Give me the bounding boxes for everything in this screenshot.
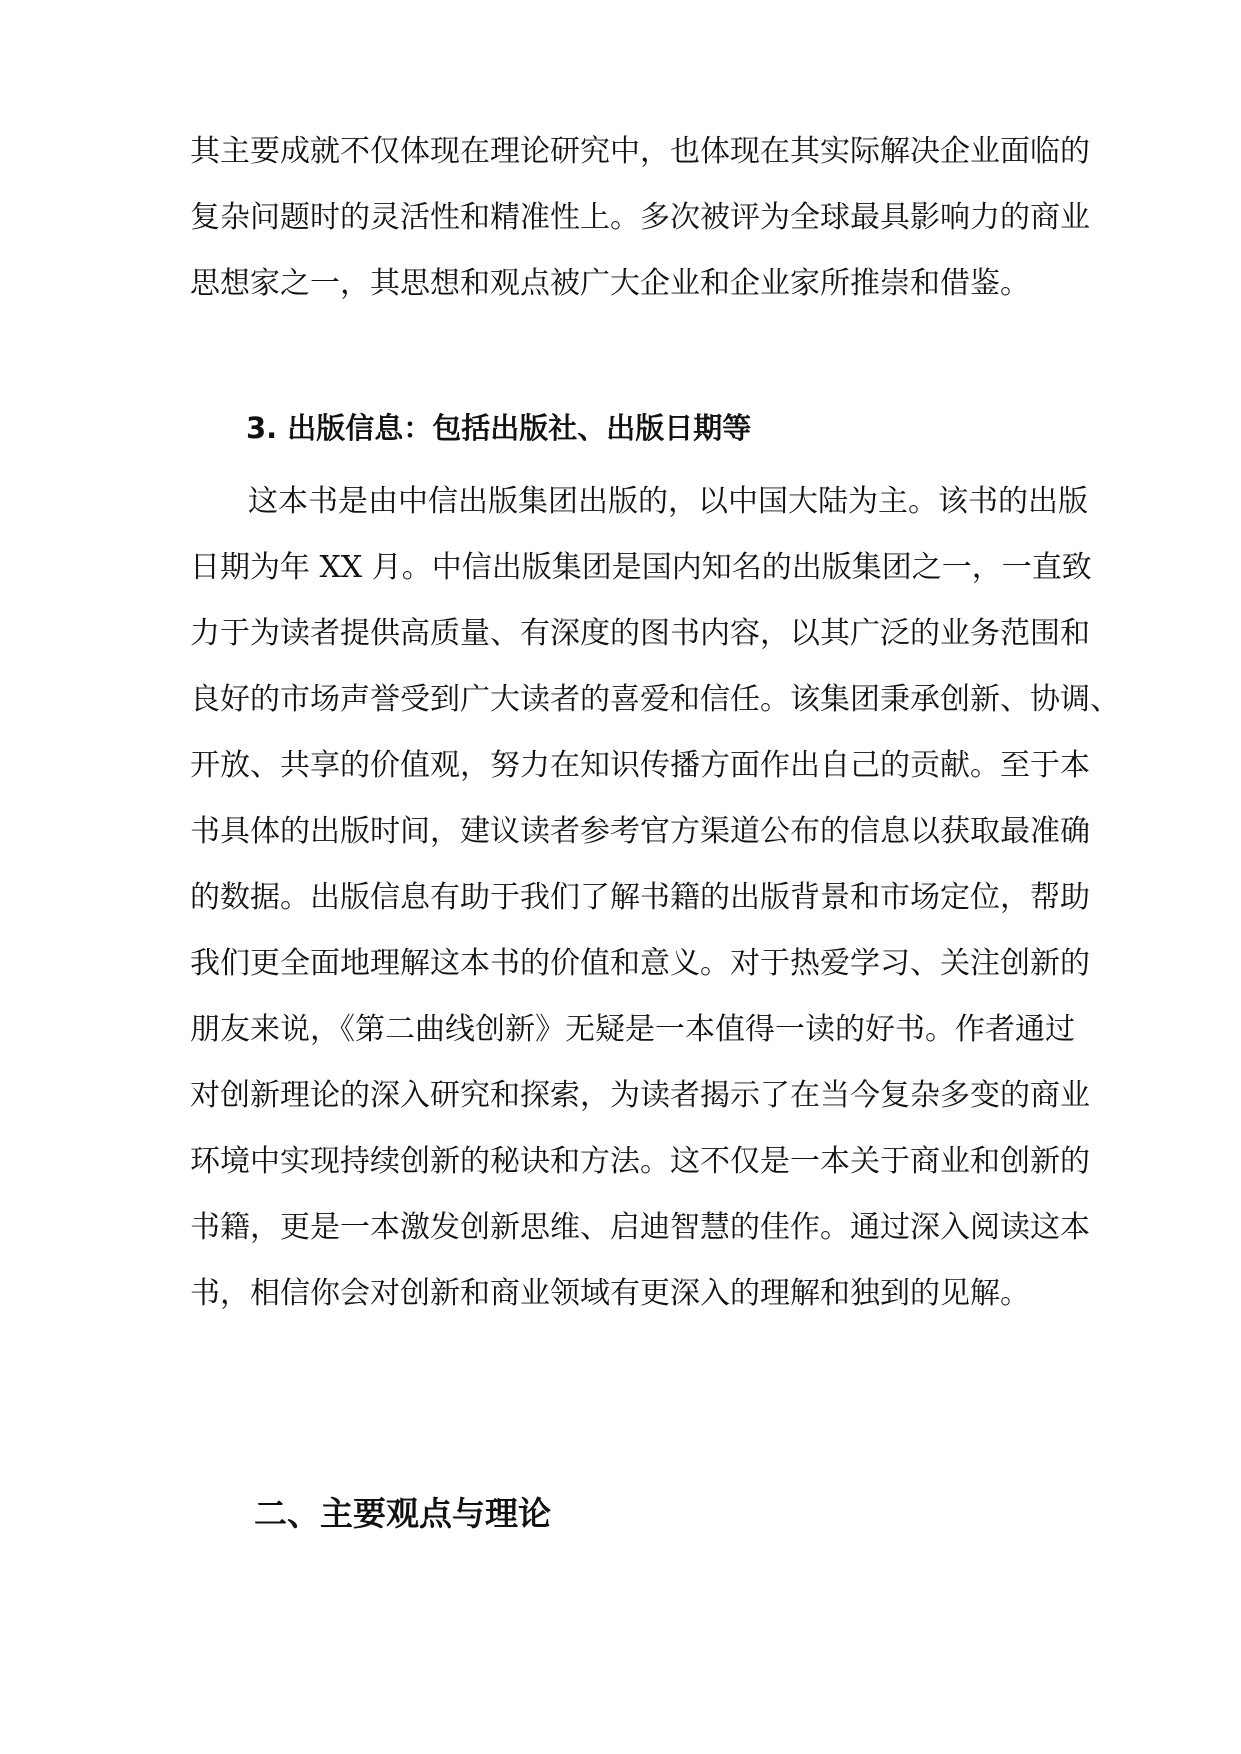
subheading-publication-info: 3. 出版信息：包括出版社、出版日期等	[246, 411, 752, 445]
paragraph-line: 环境中实现持续创新的秘诀和方法。这不仅是一本关于商业和创新的	[190, 1144, 1090, 1179]
paragraph-line: 书，相信你会对创新和商业领域有更深入的理解和独到的见解。	[190, 1276, 1030, 1311]
paragraph-line: 书具体的出版时间，建议读者参考官方渠道公布的信息以获取最准确	[190, 814, 1090, 849]
paragraph-line: 其主要成就不仅体现在理论研究中，也体现在其实际解决企业面临的	[190, 134, 1090, 169]
paragraph-line: 开放、共享的价值观，努力在知识传播方面作出自己的贡献。至于本	[190, 748, 1090, 783]
paragraph-line: 对创新理论的深入研究和探索，为读者揭示了在当今复杂多变的商业	[190, 1078, 1090, 1113]
paragraph-line: 力于为读者提供高质量、有深度的图书内容，以其广泛的业务范围和	[190, 616, 1090, 651]
section-heading: 二、主要观点与理论	[254, 1494, 551, 1533]
paragraph-line: 复杂问题时的灵活性和精准性上。多次被评为全球最具影响力的商业	[190, 200, 1090, 235]
paragraph-line: 这本书是由中信出版集团出版的，以中国大陆为主。该书的出版	[248, 484, 1088, 519]
paragraph-line: 我们更全面地理解这本书的价值和意义。对于热爱学习、关注创新的	[190, 946, 1090, 981]
paragraph-line: 日期为年 XX 月。中信出版集团是国内知名的出版集团之一，一直致	[190, 550, 1092, 585]
paragraph-line: 朋友来说，《第二曲线创新》无疑是一本值得一读的好书。作者通过	[190, 1012, 1075, 1047]
paragraph-line: 良好的市场声誉受到广大读者的喜爱和信任。该集团秉承创新、协调、	[190, 682, 1120, 717]
paragraph-line: 思想家之一，其思想和观点被广大企业和企业家所推崇和借鉴。	[190, 266, 1030, 301]
paragraph-line: 的数据。出版信息有助于我们了解书籍的出版背景和市场定位，帮助	[190, 880, 1090, 915]
paragraph-line: 书籍，更是一本激发创新思维、启迪智慧的佳作。通过深入阅读这本	[190, 1210, 1090, 1245]
